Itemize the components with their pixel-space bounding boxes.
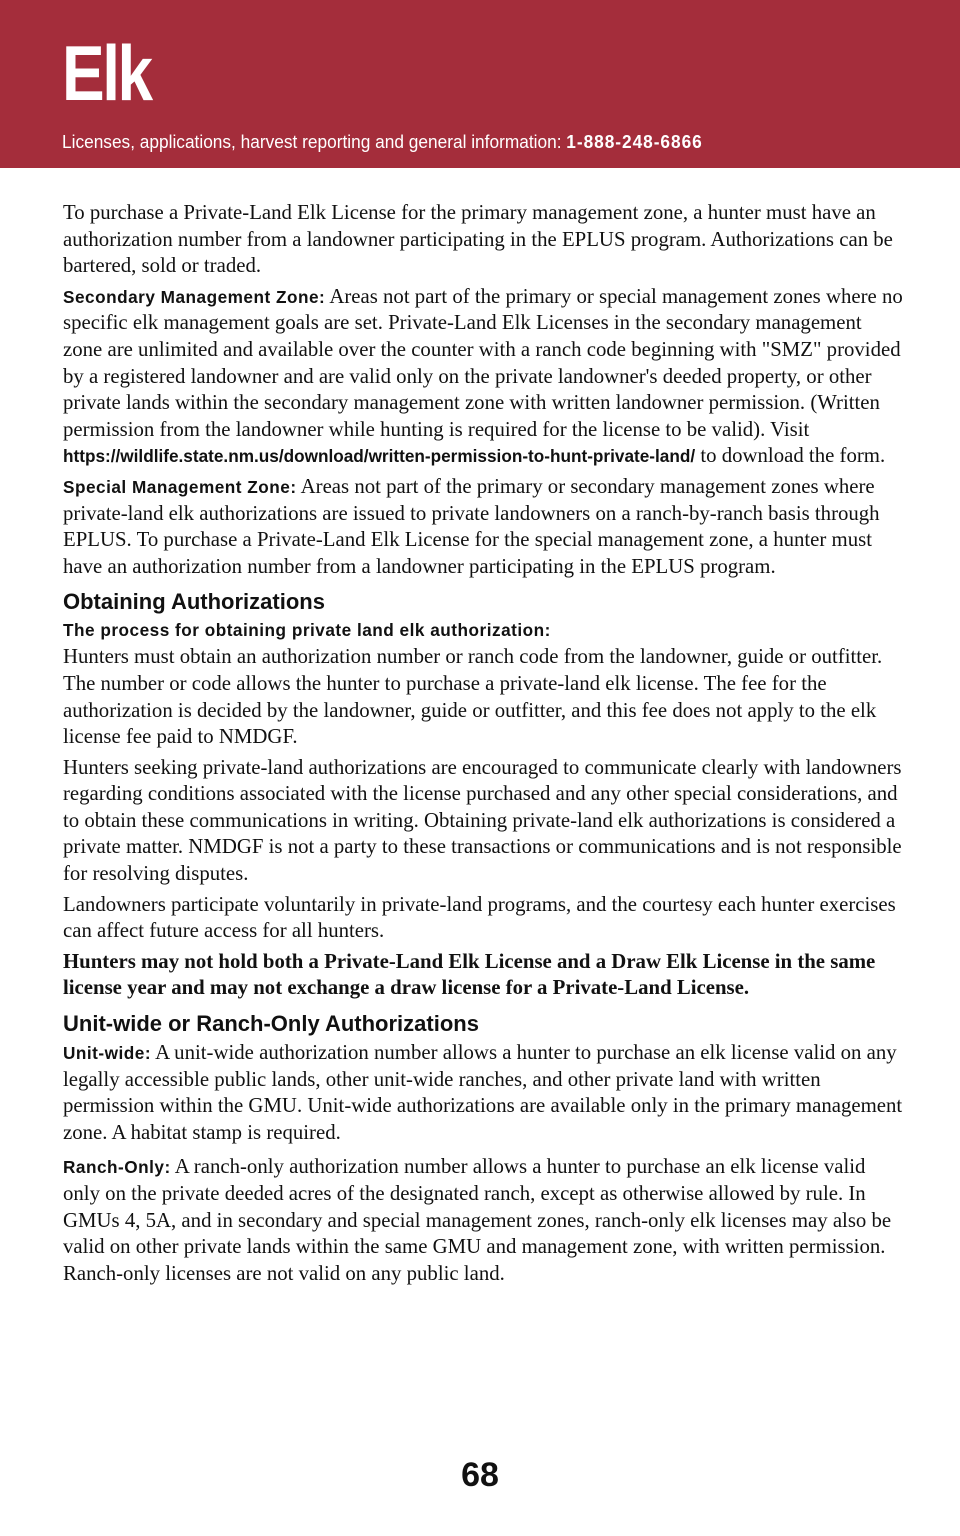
obtaining-paragraph: Landowners participate voluntarily in private-land programs, and the courtesy each hunter exercises can affect future access for all hunters. xyxy=(63,892,896,943)
unit-wide-text: A unit-wide authorization number allows a hunter to purchase an elk license valid on any legally accessible public lands, other unit-wide ranches, and other private land with written permission within the GMU. Unit-wide authorizations are available only in the primary management zone. A habitat stamp is required. xyxy=(63,1041,903,1144)
header-phone-number: 1-888-248-6866 xyxy=(566,132,703,152)
ranch-only-paragraph xyxy=(63,1154,905,1287)
special-zone-paragraph xyxy=(63,474,905,580)
header-info-text: Licenses, applications, harvest reporting and general information: xyxy=(62,132,567,152)
unit-wide-paragraph xyxy=(63,1040,905,1146)
obtaining-paragraph: Hunters must obtain an authorization number or ranch code from the landowner, guide or outfitter. The number or code allows the hunter to purchase a private-land elk license. The fee for the authorization is decided by the landowner, guide or outfitter, and this fee does not apply to the elk license fee paid to NMDGF. xyxy=(63,645,883,749)
special-zone-label: Special Management Zone: xyxy=(63,476,297,497)
intro-paragraph: To purchase a Private-Land Elk License for the primary management zone, a hunter must have an authorization number from a landowner participating in the EPLUS program. Authorizations can be bartered, sold or traded. xyxy=(63,201,893,278)
obtaining-authorizations-heading: Obtaining Authorizations xyxy=(63,589,325,615)
secondary-zone-text: Areas not part of the primary or special management zones where no specific elk management goals are set. Private-Land Elk Licenses in the secondary management zone are unlimited and available over the counter with a ranch code beginning with "SMZ" provided by a registered landowner and are valid only on the private landowner's deeded property, or other private lands within the secondary management zone with written landowner permission. (Written permission from the landowner while hunting is required for the license to be valid). Visit xyxy=(63,284,903,441)
ranch-only-label: Ranch-Only: xyxy=(63,1157,171,1178)
page-title: Elk xyxy=(62,29,151,117)
license-warning: Hunters may not hold both a Private-Land Elk License and a Draw Elk License in the same license year and may not exchange a draw license for a Private-Land License. xyxy=(63,949,876,1000)
unit-wide-ranch-heading: Unit-wide or Ranch-Only Authorizations xyxy=(63,1011,479,1037)
secondary-zone-paragraph xyxy=(63,284,905,470)
special-zone-text: Areas not part of the primary or secondary management zones where private-land elk authorizations are issued to private landowners on a ranch-by-ranch basis through EPLUS. To purchase a Private-Land Elk License for the special management zone, a hunter must have an authorization number from a landowner participating in the EPLUS program. xyxy=(63,474,880,578)
page-header xyxy=(0,0,960,168)
obtaining-process-subheading: The process for obtaining private land elk authorization: xyxy=(63,620,551,641)
ranch-only-text: A ranch-only authorization number allows a hunter to purchase an elk license valid only on the private deeded acres of the designated ranch, except as otherwise allowed by rule. In GMUs 4, 5A, and in secondary and special management zones, ranch-only elk licenses may also be valid on other private lands within the same GMU and management zone, with written permission. Ranch-only licenses are not valid on any public land. xyxy=(63,1155,892,1285)
unit-wide-label: Unit-wide: xyxy=(63,1043,152,1064)
header-subtitle xyxy=(62,130,703,154)
obtaining-paragraph: Hunters seeking private-land authorizations are encouraged to communicate clearly with landowners regarding conditions associated with the license purchased and any other special considerations, and to obtain these communications in writing. Obtaining private-land elk authorizations is considered a private matter. NMDGF is not a party to these transactions or communications and is not responsible for resolving disputes. xyxy=(63,755,902,886)
written-permission-link[interactable]: https://wildlife.state.nm.us/download/written-permission-to-hunt-private-land/ xyxy=(63,446,696,467)
secondary-zone-label: Secondary Management Zone: xyxy=(63,286,326,307)
secondary-zone-suffix: to download the form. xyxy=(695,444,886,468)
page-number: 68 xyxy=(461,1456,499,1494)
main-content xyxy=(63,200,905,1291)
